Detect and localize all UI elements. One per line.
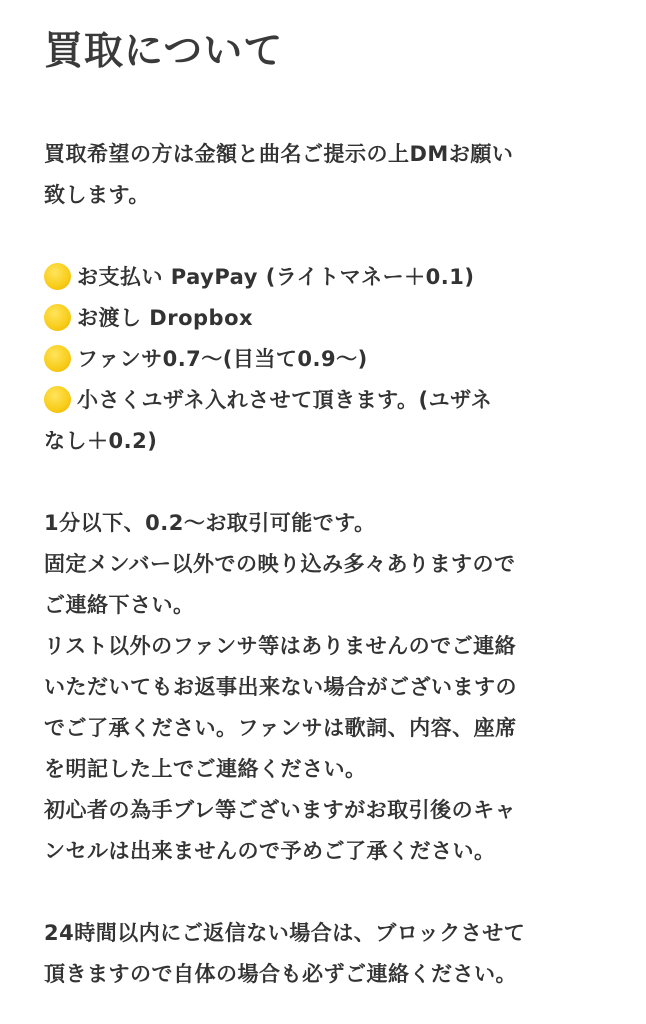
bullet-item-username bbox=[44, 380, 616, 421]
closing-line: 頂きますので自体の場合も必ずご連絡ください。 bbox=[44, 962, 517, 986]
closing-line: 24時間以内にご返信ない場合は、ブロックさせて bbox=[44, 921, 526, 945]
notes-line: 固定メンバー以外での映り込み多々ありますので bbox=[44, 552, 516, 576]
notes-line: を明記した上でご連絡ください。 bbox=[44, 757, 367, 781]
bullet-continuation: なし＋0.2) bbox=[44, 429, 158, 453]
yellow-circle-icon bbox=[44, 263, 71, 290]
notes-line: ご連絡下さい。 bbox=[44, 593, 195, 617]
bullet-item-delivery bbox=[44, 298, 616, 339]
notes-line: いただいてもお返事出来ない場合がございますの bbox=[44, 675, 517, 699]
intro-line: 致します。 bbox=[44, 183, 150, 207]
bullet-list bbox=[44, 257, 616, 462]
bullet-text: お支払い PayPay (ライトマネー＋0.1) bbox=[77, 265, 475, 289]
yellow-circle-icon bbox=[44, 386, 71, 413]
notes-line: 初心者の為手ブレ等ございますがお取引後のキャ bbox=[44, 798, 517, 822]
bullet-text: お渡し Dropbox bbox=[77, 306, 254, 330]
notes-line: ンセルは出来ませんので予めご了承ください。 bbox=[44, 839, 496, 863]
bullet-item-payment bbox=[44, 257, 616, 298]
page-title: 買取について bbox=[44, 29, 284, 74]
intro-paragraph bbox=[44, 134, 616, 216]
notes-line: でご了承ください。ファンサは歌詞、内容、座席 bbox=[44, 716, 517, 740]
bullet-text: ファンサ0.7〜(目当て0.9〜) bbox=[77, 347, 368, 371]
notes-line: リスト以外のファンサ等はありませんのでご連絡 bbox=[44, 634, 517, 658]
closing-paragraph bbox=[44, 913, 616, 995]
yellow-circle-icon bbox=[44, 345, 71, 372]
bullet-item-fansa bbox=[44, 339, 616, 380]
intro-line: 買取希望の方は金額と曲名ご提示の上DMお願い bbox=[44, 142, 514, 166]
yellow-circle-icon bbox=[44, 304, 71, 331]
notes-line: 1分以下、0.2〜お取引可能です。 bbox=[44, 511, 376, 535]
notes-paragraph bbox=[44, 503, 616, 872]
bullet-text: 小さくユザネ入れさせて頂きます。(ユザネ bbox=[77, 388, 493, 412]
